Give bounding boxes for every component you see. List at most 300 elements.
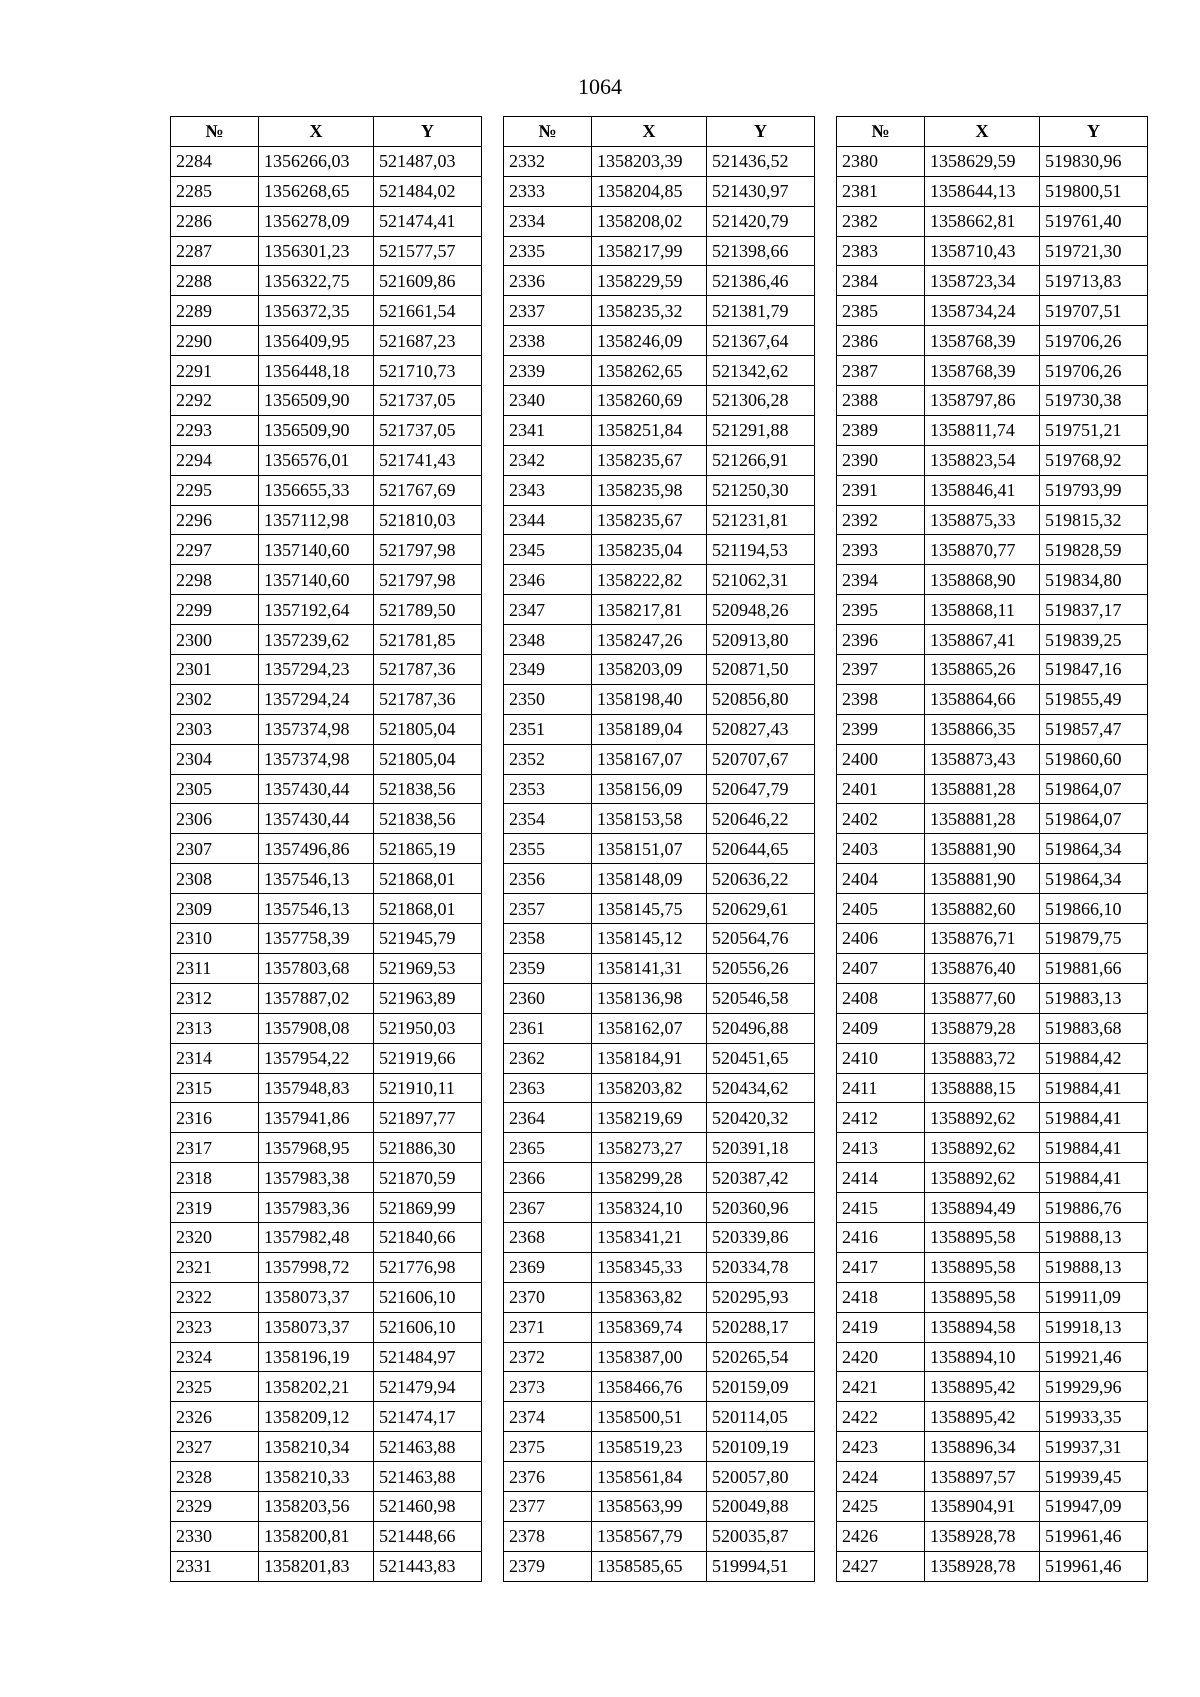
cell-number: 2401 xyxy=(837,774,925,804)
cell-number: 2396 xyxy=(837,625,925,655)
cell-y: 521868,01 xyxy=(374,894,482,924)
cell-y: 519864,34 xyxy=(1040,864,1148,894)
cell-number: 2319 xyxy=(171,1193,259,1223)
cell-number: 2395 xyxy=(837,595,925,625)
cell-y: 521661,54 xyxy=(374,296,482,326)
table-row xyxy=(171,296,482,326)
table-row xyxy=(171,475,482,505)
cell-number: 2354 xyxy=(504,804,592,834)
cell-number: 2399 xyxy=(837,714,925,744)
cell-number: 2378 xyxy=(504,1521,592,1551)
cell-y: 521448,66 xyxy=(374,1521,482,1551)
cell-y: 519815,32 xyxy=(1040,505,1148,535)
cell-x: 1358882,60 xyxy=(925,894,1040,924)
cell-x: 1358563,99 xyxy=(592,1491,707,1521)
cell-y: 521869,99 xyxy=(374,1193,482,1223)
cell-y: 520387,42 xyxy=(707,1163,815,1193)
cell-x: 1358466,76 xyxy=(592,1372,707,1402)
table-row xyxy=(837,924,1148,954)
cell-x: 1358877,60 xyxy=(925,983,1040,1013)
cell-y: 519864,34 xyxy=(1040,834,1148,864)
cell-y: 520707,67 xyxy=(707,744,815,774)
cell-number: 2294 xyxy=(171,445,259,475)
cell-x: 1357140,60 xyxy=(259,565,374,595)
cell-x: 1358888,15 xyxy=(925,1073,1040,1103)
table-row xyxy=(837,774,1148,804)
table-body xyxy=(171,146,482,1581)
cell-number: 2426 xyxy=(837,1521,925,1551)
table-row xyxy=(837,1013,1148,1043)
cell-y: 521460,98 xyxy=(374,1491,482,1521)
cell-y: 519864,07 xyxy=(1040,804,1148,834)
cell-x: 1358235,04 xyxy=(592,535,707,565)
column-header-number: № xyxy=(171,117,259,147)
cell-number: 2334 xyxy=(504,206,592,236)
cell-number: 2372 xyxy=(504,1342,592,1372)
table-row xyxy=(171,445,482,475)
cell-x: 1358229,59 xyxy=(592,266,707,296)
cell-x: 1357239,62 xyxy=(259,625,374,655)
cell-y: 521398,66 xyxy=(707,236,815,266)
cell-x: 1358881,28 xyxy=(925,804,1040,834)
cell-x: 1356409,95 xyxy=(259,326,374,356)
cell-x: 1358892,62 xyxy=(925,1103,1040,1133)
column-header-number: № xyxy=(837,117,925,147)
cell-y: 521577,57 xyxy=(374,236,482,266)
cell-number: 2409 xyxy=(837,1013,925,1043)
cell-number: 2365 xyxy=(504,1133,592,1163)
table-row xyxy=(837,415,1148,445)
cell-number: 2350 xyxy=(504,684,592,714)
cell-number: 2298 xyxy=(171,565,259,595)
cell-x: 1358136,98 xyxy=(592,983,707,1013)
cell-number: 2410 xyxy=(837,1043,925,1073)
cell-number: 2380 xyxy=(837,146,925,176)
cell-x: 1358662,81 xyxy=(925,206,1040,236)
cell-x: 1358734,24 xyxy=(925,296,1040,326)
table-row xyxy=(171,1163,482,1193)
cell-number: 2345 xyxy=(504,535,592,565)
cell-number: 2306 xyxy=(171,804,259,834)
cell-number: 2379 xyxy=(504,1551,592,1581)
table-row xyxy=(171,1372,482,1402)
table-row xyxy=(171,1103,482,1133)
cell-x: 1358251,84 xyxy=(592,415,707,445)
cell-x: 1358235,67 xyxy=(592,505,707,535)
column-header-y: Y xyxy=(1040,117,1148,147)
cell-y: 520629,61 xyxy=(707,894,815,924)
cell-number: 2290 xyxy=(171,326,259,356)
cell-number: 2397 xyxy=(837,655,925,685)
table-row xyxy=(504,834,815,864)
table-row xyxy=(171,744,482,774)
cell-y: 519879,75 xyxy=(1040,924,1148,954)
table-row xyxy=(171,266,482,296)
table-row xyxy=(171,565,482,595)
table-row xyxy=(837,1402,1148,1432)
coordinates-table-3 xyxy=(836,116,1148,1582)
cell-y: 520420,32 xyxy=(707,1103,815,1133)
cell-number: 2422 xyxy=(837,1402,925,1432)
table-row xyxy=(171,505,482,535)
cell-x: 1358879,28 xyxy=(925,1013,1040,1043)
table-row xyxy=(837,894,1148,924)
cell-x: 1358198,40 xyxy=(592,684,707,714)
cell-y: 521838,56 xyxy=(374,804,482,834)
table-row xyxy=(504,415,815,445)
page-number: 1064 xyxy=(578,74,622,99)
cell-x: 1358629,59 xyxy=(925,146,1040,176)
table-row xyxy=(837,1462,1148,1492)
cell-y: 521367,64 xyxy=(707,326,815,356)
table-row xyxy=(837,595,1148,625)
cell-y: 519918,13 xyxy=(1040,1312,1148,1342)
cell-x: 1358768,39 xyxy=(925,356,1040,386)
table-row xyxy=(837,983,1148,1013)
table-row xyxy=(504,1342,815,1372)
table-row xyxy=(504,864,815,894)
cell-y: 521805,04 xyxy=(374,714,482,744)
cell-y: 521474,41 xyxy=(374,206,482,236)
cell-y: 519706,26 xyxy=(1040,326,1148,356)
table-row xyxy=(504,386,815,416)
cell-y: 521797,98 xyxy=(374,565,482,595)
cell-y: 521436,52 xyxy=(707,146,815,176)
table-row xyxy=(171,1432,482,1462)
cell-y: 521062,31 xyxy=(707,565,815,595)
cell-y: 521306,28 xyxy=(707,386,815,416)
cell-x: 1356266,03 xyxy=(259,146,374,176)
cell-x: 1358363,82 xyxy=(592,1282,707,1312)
table-row xyxy=(504,146,815,176)
cell-x: 1358811,74 xyxy=(925,415,1040,445)
cell-y: 519713,83 xyxy=(1040,266,1148,296)
table-row xyxy=(171,1342,482,1372)
cell-y: 520644,65 xyxy=(707,834,815,864)
cell-x: 1357941,86 xyxy=(259,1103,374,1133)
cell-y: 520334,78 xyxy=(707,1252,815,1282)
cell-x: 1358246,09 xyxy=(592,326,707,356)
table-header-row xyxy=(504,117,815,147)
table-row xyxy=(504,1491,815,1521)
table-row xyxy=(504,744,815,774)
cell-number: 2386 xyxy=(837,326,925,356)
cell-x: 1357758,39 xyxy=(259,924,374,954)
table-row xyxy=(837,1491,1148,1521)
table-row xyxy=(171,1551,482,1581)
cell-x: 1358894,58 xyxy=(925,1312,1040,1342)
cell-y: 519828,59 xyxy=(1040,535,1148,565)
cell-y: 520556,26 xyxy=(707,953,815,983)
table-row xyxy=(837,1282,1148,1312)
cell-x: 1357954,22 xyxy=(259,1043,374,1073)
cell-x: 1358876,40 xyxy=(925,953,1040,983)
cell-number: 2375 xyxy=(504,1432,592,1462)
cell-x: 1358204,85 xyxy=(592,176,707,206)
cell-number: 2374 xyxy=(504,1402,592,1432)
table-row xyxy=(504,236,815,266)
cell-number: 2371 xyxy=(504,1312,592,1342)
cell-x: 1357430,44 xyxy=(259,774,374,804)
cell-y: 519947,09 xyxy=(1040,1491,1148,1521)
cell-number: 2381 xyxy=(837,176,925,206)
table-row xyxy=(504,1013,815,1043)
cell-y: 519884,41 xyxy=(1040,1133,1148,1163)
table-row xyxy=(171,356,482,386)
table-row xyxy=(504,356,815,386)
table-row xyxy=(837,445,1148,475)
column-header-y: Y xyxy=(374,117,482,147)
table-row xyxy=(171,386,482,416)
table-row xyxy=(504,804,815,834)
table-row xyxy=(171,924,482,954)
table-row xyxy=(837,864,1148,894)
cell-number: 2362 xyxy=(504,1043,592,1073)
cell-number: 2305 xyxy=(171,774,259,804)
cell-x: 1358148,09 xyxy=(592,864,707,894)
cell-x: 1358345,33 xyxy=(592,1252,707,1282)
cell-number: 2405 xyxy=(837,894,925,924)
cell-x: 1358823,54 xyxy=(925,445,1040,475)
cell-y: 519886,76 xyxy=(1040,1193,1148,1223)
table-row xyxy=(837,1073,1148,1103)
cell-x: 1358219,69 xyxy=(592,1103,707,1133)
cell-number: 2288 xyxy=(171,266,259,296)
cell-y: 519707,51 xyxy=(1040,296,1148,326)
cell-number: 2312 xyxy=(171,983,259,1013)
table-row xyxy=(504,1103,815,1133)
cell-x: 1358894,10 xyxy=(925,1342,1040,1372)
cell-y: 521231,81 xyxy=(707,505,815,535)
cell-number: 2394 xyxy=(837,565,925,595)
cell-x: 1358167,07 xyxy=(592,744,707,774)
cell-x: 1356301,23 xyxy=(259,236,374,266)
table-row xyxy=(171,415,482,445)
cell-number: 2287 xyxy=(171,236,259,266)
cell-number: 2308 xyxy=(171,864,259,894)
cell-number: 2402 xyxy=(837,804,925,834)
cell-x: 1358203,56 xyxy=(259,1491,374,1521)
table-row xyxy=(171,1402,482,1432)
cell-number: 2392 xyxy=(837,505,925,535)
table-row xyxy=(171,864,482,894)
cell-x: 1358894,49 xyxy=(925,1193,1040,1223)
cell-x: 1358868,90 xyxy=(925,565,1040,595)
cell-y: 519933,35 xyxy=(1040,1402,1148,1432)
table-row xyxy=(171,1491,482,1521)
cell-y: 521291,88 xyxy=(707,415,815,445)
cell-y: 520295,93 xyxy=(707,1282,815,1312)
cell-x: 1357294,24 xyxy=(259,684,374,714)
cell-number: 2320 xyxy=(171,1222,259,1252)
cell-y: 519860,60 xyxy=(1040,744,1148,774)
cell-y: 521776,98 xyxy=(374,1252,482,1282)
cell-x: 1357294,23 xyxy=(259,655,374,685)
cell-number: 2329 xyxy=(171,1491,259,1521)
cell-x: 1356509,90 xyxy=(259,415,374,445)
cell-x: 1358797,86 xyxy=(925,386,1040,416)
cell-x: 1358881,28 xyxy=(925,774,1040,804)
cell-number: 2296 xyxy=(171,505,259,535)
cell-number: 2349 xyxy=(504,655,592,685)
table-row xyxy=(504,1193,815,1223)
cell-y: 521484,02 xyxy=(374,176,482,206)
coordinates-table-2 xyxy=(503,116,815,1582)
cell-x: 1357496,86 xyxy=(259,834,374,864)
cell-number: 2326 xyxy=(171,1402,259,1432)
cell-y: 521463,88 xyxy=(374,1432,482,1462)
cell-y: 521386,46 xyxy=(707,266,815,296)
cell-y: 521767,69 xyxy=(374,475,482,505)
cell-x: 1358145,75 xyxy=(592,894,707,924)
table-row xyxy=(837,953,1148,983)
cell-number: 2388 xyxy=(837,386,925,416)
cell-x: 1358141,31 xyxy=(592,953,707,983)
table-row xyxy=(171,1462,482,1492)
cell-y: 521840,66 xyxy=(374,1222,482,1252)
cell-y: 520564,76 xyxy=(707,924,815,954)
cell-number: 2342 xyxy=(504,445,592,475)
column-header-x: X xyxy=(259,117,374,147)
cell-number: 2335 xyxy=(504,236,592,266)
table-row xyxy=(504,894,815,924)
cell-y: 520546,58 xyxy=(707,983,815,1013)
cell-y: 521897,77 xyxy=(374,1103,482,1133)
cell-number: 2321 xyxy=(171,1252,259,1282)
cell-x: 1358273,27 xyxy=(592,1133,707,1163)
table-row xyxy=(504,1252,815,1282)
table-row xyxy=(504,1312,815,1342)
cell-x: 1356655,33 xyxy=(259,475,374,505)
cell-y: 519837,17 xyxy=(1040,595,1148,625)
cell-number: 2423 xyxy=(837,1432,925,1462)
table-row xyxy=(837,296,1148,326)
cell-y: 519881,66 xyxy=(1040,953,1148,983)
table-row xyxy=(837,535,1148,565)
table-row xyxy=(171,834,482,864)
cell-number: 2310 xyxy=(171,924,259,954)
table-row xyxy=(504,1222,815,1252)
table-row xyxy=(504,1551,815,1581)
table-row xyxy=(171,1312,482,1342)
table-row xyxy=(837,206,1148,236)
table-row xyxy=(171,714,482,744)
cell-y: 521945,79 xyxy=(374,924,482,954)
cell-number: 2413 xyxy=(837,1133,925,1163)
cell-y: 521950,03 xyxy=(374,1013,482,1043)
cell-x: 1358866,35 xyxy=(925,714,1040,744)
cell-number: 2408 xyxy=(837,983,925,1013)
cell-number: 2322 xyxy=(171,1282,259,1312)
table-row xyxy=(837,236,1148,266)
table-row xyxy=(504,475,815,505)
table-row xyxy=(171,804,482,834)
cell-y: 519706,26 xyxy=(1040,356,1148,386)
cell-y: 521963,89 xyxy=(374,983,482,1013)
cell-number: 2323 xyxy=(171,1312,259,1342)
cell-number: 2384 xyxy=(837,266,925,296)
cell-y: 519800,51 xyxy=(1040,176,1148,206)
cell-number: 2382 xyxy=(837,206,925,236)
cell-y: 521787,36 xyxy=(374,684,482,714)
table-row xyxy=(837,356,1148,386)
cell-y: 520496,88 xyxy=(707,1013,815,1043)
table-row xyxy=(504,595,815,625)
table-row xyxy=(171,983,482,1013)
cell-y: 519721,30 xyxy=(1040,236,1148,266)
cell-y: 519864,07 xyxy=(1040,774,1148,804)
table-row xyxy=(171,774,482,804)
cell-x: 1358262,65 xyxy=(592,356,707,386)
cell-x: 1357982,48 xyxy=(259,1222,374,1252)
cell-y: 520646,22 xyxy=(707,804,815,834)
table-body xyxy=(504,146,815,1581)
cell-x: 1358222,82 xyxy=(592,565,707,595)
table-row xyxy=(171,1013,482,1043)
cell-y: 520434,62 xyxy=(707,1073,815,1103)
cell-number: 2352 xyxy=(504,744,592,774)
cell-x: 1357968,95 xyxy=(259,1133,374,1163)
cell-y: 521781,85 xyxy=(374,625,482,655)
cell-y: 520856,80 xyxy=(707,684,815,714)
table-row xyxy=(171,953,482,983)
cell-y: 520391,18 xyxy=(707,1133,815,1163)
table-row xyxy=(171,1073,482,1103)
cell-y: 519937,31 xyxy=(1040,1432,1148,1462)
cell-y: 520360,96 xyxy=(707,1193,815,1223)
cell-x: 1356268,65 xyxy=(259,176,374,206)
cell-number: 2391 xyxy=(837,475,925,505)
cell-y: 519888,13 xyxy=(1040,1222,1148,1252)
cell-number: 2301 xyxy=(171,655,259,685)
cell-y: 519888,13 xyxy=(1040,1252,1148,1282)
cell-x: 1357983,36 xyxy=(259,1193,374,1223)
table-row xyxy=(837,1521,1148,1551)
table-row xyxy=(837,1432,1148,1462)
cell-number: 2313 xyxy=(171,1013,259,1043)
table-row xyxy=(837,1043,1148,1073)
cell-number: 2414 xyxy=(837,1163,925,1193)
table-row xyxy=(837,565,1148,595)
cell-y: 520871,50 xyxy=(707,655,815,685)
cell-x: 1358864,66 xyxy=(925,684,1040,714)
cell-number: 2366 xyxy=(504,1163,592,1193)
table-row xyxy=(171,176,482,206)
cell-number: 2344 xyxy=(504,505,592,535)
table-row xyxy=(504,1133,815,1163)
table-row xyxy=(837,1342,1148,1372)
cell-number: 2417 xyxy=(837,1252,925,1282)
cell-y: 520339,86 xyxy=(707,1222,815,1252)
cell-x: 1358153,58 xyxy=(592,804,707,834)
cell-y: 519883,13 xyxy=(1040,983,1148,1013)
cell-number: 2383 xyxy=(837,236,925,266)
table-row xyxy=(504,296,815,326)
cell-x: 1358865,26 xyxy=(925,655,1040,685)
table-row xyxy=(837,1193,1148,1223)
table-row xyxy=(504,953,815,983)
cell-number: 2420 xyxy=(837,1342,925,1372)
cell-x: 1358519,23 xyxy=(592,1432,707,1462)
cell-number: 2390 xyxy=(837,445,925,475)
cell-y: 521474,17 xyxy=(374,1402,482,1432)
cell-x: 1358883,72 xyxy=(925,1043,1040,1073)
cell-y: 520948,26 xyxy=(707,595,815,625)
table-row xyxy=(171,595,482,625)
cell-number: 2285 xyxy=(171,176,259,206)
cell-x: 1358928,78 xyxy=(925,1521,1040,1551)
cell-y: 521484,97 xyxy=(374,1342,482,1372)
